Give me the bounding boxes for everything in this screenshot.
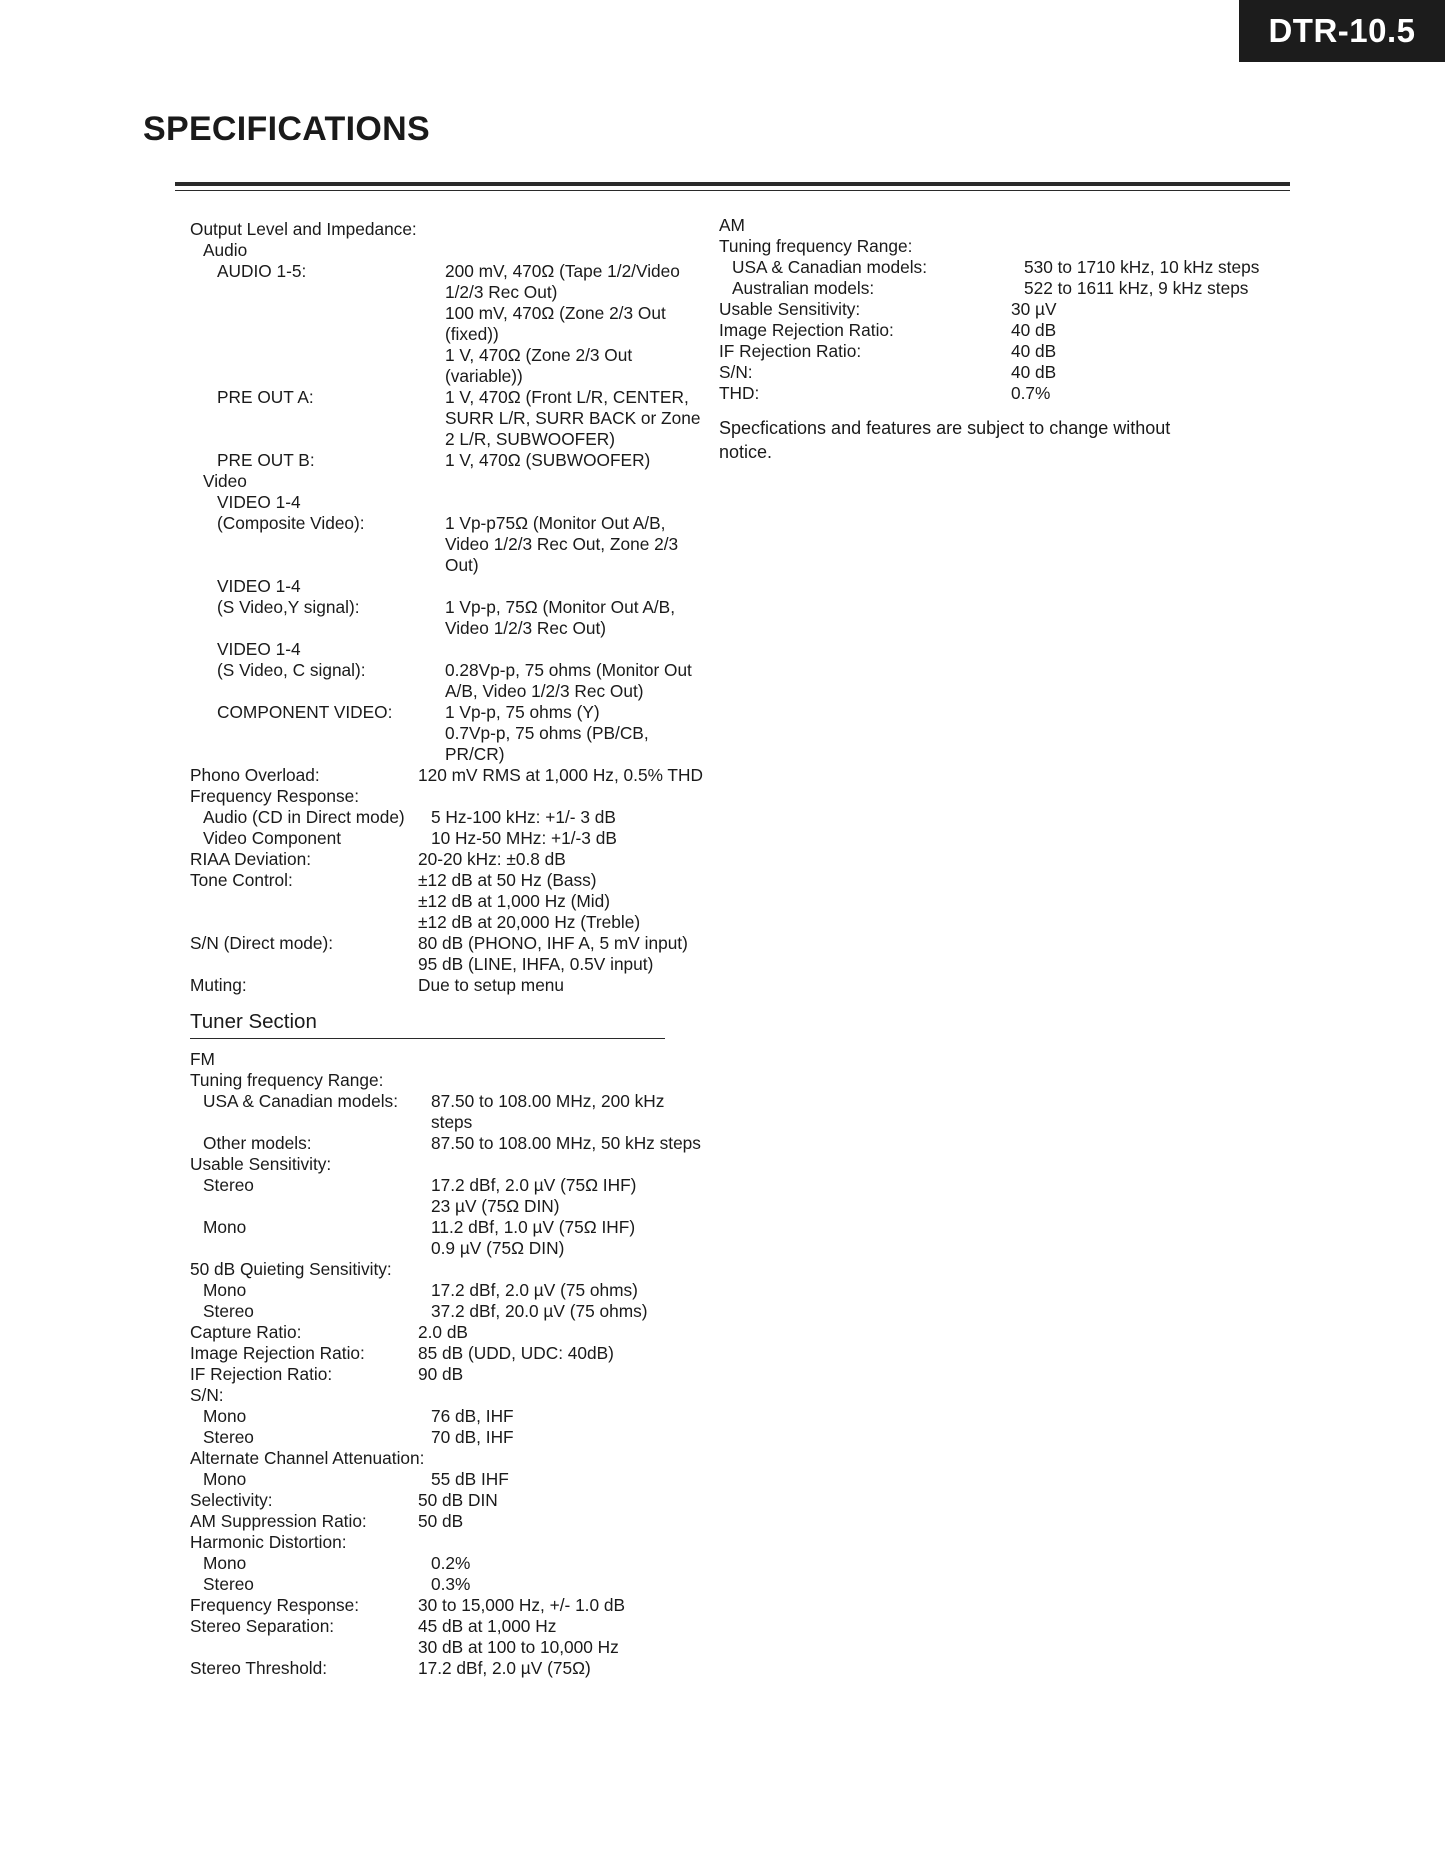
spec-value: 17.2 dBf, 2.0 µV (75 ohms) [431, 1280, 638, 1300]
spec-row [190, 219, 710, 240]
spec-row [190, 240, 710, 261]
spec-label: AM Suppression Ratio: [190, 1511, 367, 1531]
spec-row [190, 1301, 710, 1322]
spec-row [190, 933, 710, 954]
spec-label: PRE OUT A: [217, 387, 314, 407]
spec-value: 1 V, 470Ω (SUBWOOFER) [445, 450, 651, 470]
spec-row [190, 1385, 710, 1406]
left-column [190, 219, 710, 1679]
spec-value: ±12 dB at 50 Hz (Bass) [418, 870, 597, 890]
spec-label: Mono [203, 1280, 247, 1300]
spec-label: RIAA Deviation: [190, 849, 312, 869]
spec-row [190, 576, 710, 597]
spec-value: 0.2% [431, 1553, 471, 1573]
spec-row [190, 450, 710, 471]
change-notice: Specfications and features are subject to change without notice. [719, 418, 1171, 462]
spec-value: ±12 dB at 1,000 Hz (Mid) [418, 891, 610, 911]
spec-label [190, 345, 445, 387]
spec-label: PRE OUT B: [217, 450, 315, 470]
spec-label [190, 1196, 431, 1217]
tuner-section-rule [190, 1038, 665, 1039]
spec-value: 90 dB [418, 1364, 464, 1384]
spec-value [431, 471, 710, 492]
spec-value: 50 dB DIN [418, 1490, 498, 1510]
spec-label: 50 dB Quieting Sensitivity: [190, 1259, 392, 1279]
spec-value [418, 1070, 710, 1091]
spec-row [190, 1154, 710, 1175]
spec-value: 0.3% [431, 1574, 471, 1594]
spec-row [190, 1217, 710, 1238]
spec-label: Mono [203, 1469, 247, 1489]
spec-row [719, 299, 1279, 320]
spec-label: Mono [203, 1217, 247, 1237]
spec-value [431, 240, 710, 261]
spec-label: Australian models: [732, 278, 875, 298]
spec-label: USA & Canadian models: [203, 1091, 399, 1111]
spec-value [418, 1385, 710, 1406]
spec-label: (S Video,Y signal): [217, 597, 360, 617]
spec-value: 120 mV RMS at 1,000 Hz, 0.5% THD [418, 765, 703, 785]
spec-value: 70 dB, IHF [431, 1427, 514, 1447]
spec-value: 37.2 dBf, 20.0 µV (75 ohms) [431, 1301, 648, 1321]
spec-label: Mono [203, 1553, 247, 1573]
spec-label: Tuning frequency Range: [190, 1070, 384, 1090]
spec-row [190, 723, 710, 765]
spec-label: (S Video, C signal): [217, 660, 366, 680]
spec-value: 1 Vp-p, 75 ohms (Y) [445, 702, 600, 722]
spec-row [190, 1469, 710, 1490]
spec-row [190, 597, 710, 639]
spec-row [190, 828, 710, 849]
spec-label: USA & Canadian models: [732, 257, 928, 277]
spec-value: 1 Vp-p75Ω (Monitor Out A/B, Video 1/2/3 Rec Out, Zone 2/3 Out) [445, 513, 679, 575]
spec-label [190, 1637, 418, 1658]
spec-row [190, 1364, 710, 1385]
page-title: SPECIFICATIONS [143, 110, 430, 148]
spec-label: Alternate Channel Attenuation: [190, 1448, 425, 1468]
spec-value: 0.7Vp-p, 75 ohms (PB/CB, PR/CR) [445, 723, 649, 764]
spec-value [418, 786, 710, 807]
spec-row [190, 1091, 710, 1133]
spec-value: 40 dB [1011, 341, 1057, 361]
header-rule-thin [175, 190, 1290, 191]
spec-row [719, 383, 1279, 404]
spec-row [190, 303, 710, 345]
spec-value: 0.7% [1011, 383, 1051, 403]
spec-value: 45 dB at 1,000 Hz [418, 1616, 557, 1636]
spec-row [190, 1427, 710, 1448]
spec-label: Stereo [203, 1175, 254, 1195]
spec-label: Tone Control: [190, 870, 293, 890]
spec-row [719, 236, 1279, 257]
spec-value: 76 dB, IHF [431, 1406, 514, 1426]
spec-value: 55 dB IHF [431, 1469, 509, 1489]
spec-value: 1 V, 470Ω (Zone 2/3 Out (variable)) [445, 345, 633, 386]
spec-row [190, 1322, 710, 1343]
spec-row [190, 1280, 710, 1301]
spec-row [190, 471, 710, 492]
spec-label: Phono Overload: [190, 765, 320, 785]
spec-value [418, 1259, 710, 1280]
spec-row [190, 1595, 710, 1616]
spec-row [190, 1511, 710, 1532]
spec-row [719, 362, 1279, 383]
spec-row [190, 639, 710, 660]
spec-row [190, 849, 710, 870]
model-badge: DTR-10.5 [1239, 0, 1445, 62]
spec-label: Frequency Response: [190, 1595, 360, 1615]
spec-row [190, 1343, 710, 1364]
spec-row [719, 278, 1279, 299]
spec-label: Video [203, 471, 247, 491]
spec-label: Frequency Response: [190, 786, 360, 806]
spec-row [190, 1070, 710, 1091]
spec-label: Stereo [203, 1301, 254, 1321]
spec-row [190, 1574, 710, 1595]
spec-label [190, 954, 418, 975]
spec-value: 30 dB at 100 to 10,000 Hz [418, 1637, 619, 1657]
fm-band-label: FM [190, 1049, 215, 1069]
spec-label: Mono [203, 1406, 247, 1426]
spec-label: VIDEO 1-4 [217, 492, 301, 512]
spec-label: Stereo [203, 1427, 254, 1447]
spec-value: ±12 dB at 20,000 Hz (Treble) [418, 912, 641, 932]
spec-row [719, 341, 1279, 362]
spec-row [190, 1448, 710, 1469]
spec-value: 1 Vp-p, 75Ω (Monitor Out A/B, Video 1/2/3 Rec Out) [445, 597, 675, 638]
am-band-label: AM [719, 215, 745, 235]
spec-label: Other models: [203, 1133, 312, 1153]
spec-row [190, 786, 710, 807]
spec-value: 10 Hz-50 MHz: +1/-3 dB [431, 828, 617, 848]
spec-value: 5 Hz-100 kHz: +1/- 3 dB [431, 807, 616, 827]
spec-label: IF Rejection Ratio: [719, 341, 862, 361]
spec-label: Stereo [203, 1574, 254, 1594]
spec-row [190, 1658, 710, 1679]
spec-row [190, 912, 710, 933]
spec-row [719, 320, 1279, 341]
spec-row [190, 870, 710, 891]
spec-row [190, 1553, 710, 1574]
right-column [719, 215, 1279, 464]
spec-label: Harmonic Distortion: [190, 1532, 347, 1552]
spec-value: 30 to 15,000 Hz, +/- 1.0 dB [418, 1595, 626, 1615]
spec-label [190, 891, 418, 912]
spec-label: Stereo Threshold: [190, 1658, 328, 1678]
spec-value [445, 639, 710, 660]
spec-row [190, 1175, 710, 1196]
spec-label: VIDEO 1-4 [217, 576, 301, 596]
header-rule-thick [175, 182, 1290, 186]
spec-label: Image Rejection Ratio: [719, 320, 894, 340]
spec-value: 50 dB [418, 1511, 464, 1531]
spec-label: Usable Sensitivity: [719, 299, 861, 319]
spec-value [418, 219, 710, 240]
spec-value [418, 1448, 710, 1469]
spec-value: 522 to 1611 kHz, 9 kHz steps [1024, 278, 1249, 298]
spec-label: AUDIO 1-5: [217, 261, 307, 281]
spec-value [445, 492, 710, 513]
tuner-section-heading: Tuner Section [190, 1010, 317, 1033]
spec-value: 87.50 to 108.00 MHz, 50 kHz steps [431, 1133, 701, 1153]
spec-value: 87.50 to 108.00 MHz, 200 kHz steps [431, 1091, 665, 1132]
spec-value: 40 dB [1011, 320, 1057, 340]
am-specs-list [719, 236, 1279, 404]
spec-row [190, 261, 710, 303]
spec-label: VIDEO 1-4 [217, 639, 301, 659]
spec-label: IF Rejection Ratio: [190, 1364, 333, 1384]
spec-label: S/N: [719, 362, 753, 382]
output-specs-list [190, 219, 710, 996]
spec-label [190, 912, 418, 933]
spec-row [190, 1406, 710, 1427]
spec-value: 95 dB (LINE, IHFA, 0.5V input) [418, 954, 654, 974]
spec-label: Audio (CD in Direct mode) [203, 807, 405, 827]
spec-label [190, 723, 445, 765]
fm-specs-list [190, 1070, 710, 1679]
spec-value: 200 mV, 470Ω (Tape 1/2/Video 1/2/3 Rec Out) [445, 261, 680, 302]
spec-row [190, 1259, 710, 1280]
spec-value: 11.2 dBf, 1.0 µV (75Ω IHF) [431, 1217, 636, 1237]
spec-label: S/N (Direct mode): [190, 933, 334, 953]
spec-label: Usable Sensitivity: [190, 1154, 332, 1174]
spec-value [418, 1532, 710, 1553]
spec-row [190, 1133, 710, 1154]
spec-value: Due to setup menu [418, 975, 565, 995]
spec-value: 23 µV (75Ω DIN) [431, 1196, 560, 1216]
spec-label: Muting: [190, 975, 247, 995]
spec-value: 100 mV, 470Ω (Zone 2/3 Out (fixed)) [445, 303, 666, 344]
spec-row [190, 765, 710, 786]
spec-row [190, 1532, 710, 1553]
spec-row [190, 513, 710, 576]
spec-value [418, 1154, 710, 1175]
spec-row [190, 345, 710, 387]
spec-label: Output Level and Impedance: [190, 219, 417, 239]
spec-label [190, 1238, 431, 1259]
spec-value: 17.2 dBf, 2.0 µV (75Ω IHF) [431, 1175, 637, 1195]
spec-label: Image Rejection Ratio: [190, 1343, 365, 1363]
spec-value: 0.28Vp-p, 75 ohms (Monitor Out A/B, Video 1/2/3 Rec Out) [445, 660, 692, 701]
spec-label: Tuning frequency Range: [719, 236, 913, 256]
spec-value: 1 V, 470Ω (Front L/R, CENTER, SURR L/R, SURR BACK or Zone 2 L/R, SUBWOOFER) [445, 387, 701, 449]
spec-value: 30 µV [1011, 299, 1057, 319]
spec-row [190, 1196, 710, 1217]
spec-value: 40 dB [1011, 362, 1057, 382]
spec-value: 85 dB (UDD, UDC: 40dB) [418, 1343, 614, 1363]
spec-row [190, 702, 710, 723]
spec-row [190, 1637, 710, 1658]
spec-label [190, 303, 445, 345]
spec-label: Stereo Separation: [190, 1616, 335, 1636]
spec-value [1011, 236, 1279, 257]
spec-label: S/N: [190, 1385, 224, 1405]
spec-label: Selectivity: [190, 1490, 273, 1510]
spec-value [445, 576, 710, 597]
spec-value: 0.9 µV (75Ω DIN) [431, 1238, 565, 1258]
spec-value: 80 dB (PHONO, IHF A, 5 mV input) [418, 933, 688, 953]
spec-row [190, 807, 710, 828]
spec-value: 2.0 dB [418, 1322, 468, 1342]
spec-row [190, 387, 710, 450]
spec-row [190, 1238, 710, 1259]
spec-row [719, 257, 1279, 278]
spec-value: 530 to 1710 kHz, 10 kHz steps [1024, 257, 1260, 277]
spec-label: (Composite Video): [217, 513, 365, 533]
spec-label: Capture Ratio: [190, 1322, 302, 1342]
spec-row [190, 954, 710, 975]
spec-label: Audio [203, 240, 248, 260]
spec-value: 17.2 dBf, 2.0 µV (75Ω) [418, 1658, 591, 1678]
spec-label: Video Component [203, 828, 342, 848]
spec-row [190, 1616, 710, 1637]
spec-label: THD: [719, 383, 760, 403]
spec-row [190, 975, 710, 996]
spec-value: 20-20 kHz: ±0.8 dB [418, 849, 566, 869]
spec-label: COMPONENT VIDEO: [217, 702, 393, 722]
spec-row [190, 492, 710, 513]
spec-row [190, 891, 710, 912]
spec-row [190, 1490, 710, 1511]
spec-row [190, 660, 710, 702]
